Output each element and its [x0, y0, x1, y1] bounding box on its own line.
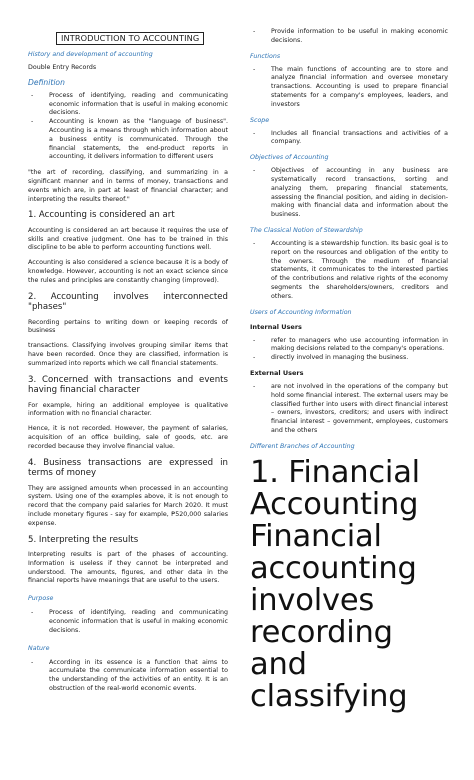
nature-list [28, 659, 228, 694]
objectives-list [250, 167, 448, 220]
heading-business: 4. Business transactions are expressed in terms of money [28, 457, 228, 479]
scope-heading: Scope [250, 116, 270, 124]
paragraph-science: Accounting is also considered a science because it is a body of knowledge. However, accounting is not an exact science since the rules and principles are constantly changing (improved). [28, 259, 228, 284]
history-heading: History and development of accounting [28, 51, 153, 58]
heading-phases: 2. Accounting involves interconnected "phases" [28, 291, 228, 313]
functions-list [250, 66, 448, 110]
financial-accounting-heading: 1. Financial Accounting Financial accounting involves recording and classifying [250, 454, 420, 714]
heading-art: 1. Accounting is considered an art [28, 210, 175, 221]
paragraph-interpreting: Interpreting results is part of the phases of accounting. Information is useless if they cannot be interpreted and understood. The amounts, figures, and other data in the financial reports have meanings that are useful to the users. [28, 551, 228, 585]
paragraph-recording: Recording pertains to writing down or keeping records of business [28, 318, 228, 335]
objectives-heading: Objectives of Accounting [250, 154, 329, 162]
heading-interpreting: 5. Interpreting the results [28, 534, 139, 545]
paragraph-art: Accounting is considered an art because it requires the use of skills and creative judgment. One has to be trained in this discipline to be able to perform accounting functions well. [28, 226, 228, 252]
external-users-list [250, 383, 448, 436]
nature-heading: Nature [28, 644, 50, 652]
top-list [250, 28, 448, 46]
right-column [250, 28, 448, 713]
paragraph-transactions: transactions. Classifying involves grouping similar items that have been recorded. Once they are classified, information is summarized into reports which we call financial statements. [28, 342, 228, 367]
list-item: - Process of identifying, reading and communicating economic information that is useful in making economic decisions. [31, 609, 228, 634]
internal-users-list [250, 337, 448, 363]
left-column [28, 26, 228, 694]
list-item: - Provide information to be useful in making economic decisions. [253, 28, 448, 44]
definition-quote: "the art of recording, classifying, and summarizing in a significant manner and in terms of money, transactions and events which are, in part at least of financial character; and interpreting the results thereof." [28, 169, 228, 203]
heading-concerned: 3. Concerned with transactions and events having financial character [28, 374, 228, 396]
document-title: INTRODUCTION TO ACCOUNTING [56, 32, 204, 45]
list-item: - Accounting is known as the "language of business". Accounting is a means through which information about a business entity is communicated. Through the financial statements, the end-product reports in accounting, it delivers information to different users [31, 118, 228, 161]
purpose-heading: Purpose [28, 595, 54, 603]
definition-heading: Definition [28, 77, 65, 87]
list-item: - Accounting is a stewardship function. Its basic goal is to report on the resources and obligation of the entity to the owners. Through the medium of financial statements, it communicates to the interested parties of the contributions and relative rights of the economy segments the shareholders/owners, creditors and others. [253, 239, 448, 300]
list-item: - Includes all financial transactions and activities of a company. [253, 129, 448, 146]
purpose-list [28, 609, 228, 635]
stewardship-list [250, 240, 448, 302]
stewardship-heading: The Classical Notion of Stewardship [250, 226, 363, 234]
list-item: - refer to managers who use accounting information in making decisions related to the company's operations. [253, 336, 448, 353]
list-item: - are not involved in the operations of the company but hold some financial interest. The external users may be classified further into users with direct financial interest – owners, investors, creditors; and users with indirect financial interest – government, employees, customers and the others [253, 382, 448, 434]
definition-list [28, 92, 228, 162]
branches-heading: Different Branches of Accounting [250, 442, 355, 450]
paragraph-hiring: For example, hiring an additional employee is qualitative information with no financial character. [28, 401, 228, 418]
scope-list [250, 130, 448, 148]
functions-heading: Functions [250, 52, 281, 60]
paragraph-hence: Hence, it is not recorded. However, the payment of salaries, acquisition of an office building, sale of goods, etc. are recorded because they involve financial value. [28, 425, 228, 450]
internal-users-heading: Internal Users [250, 322, 302, 331]
list-item: - Process of identifying, reading and communicating economic information that is useful in making economic decisions. [31, 91, 228, 117]
double-entry-label: Double Entry Records [28, 64, 97, 71]
list-item: - directly involved in managing the business. [253, 354, 409, 362]
paragraph-assigned: They are assigned amounts when processed in an accounting system. Using one of the examples above, it is not enough to record that the company paid salaries for March 2020. It must include monetary figures - say for example, ₱520,000 salaries expense. [28, 484, 228, 527]
list-item: - According in its essence is a function that aims to accumulate the communicate information essential to the understanding of the activities of an entity. It is an obstruction of the real-world economic events. [31, 658, 228, 693]
list-item: - The main functions of accounting are to store and analyze financial information and oversee monetary transactions. Accounting is used to prepare financial statements for a company's employees, leaders, and investors [253, 65, 448, 108]
list-item: - Objectives of accounting in any business are systematically record transactions, sorting and analyzing them, preparing financial statements, assessing the financial position, and aiding in decision-making with financial data and information about the business. [253, 167, 448, 219]
users-heading: Users of Accounting Information [250, 308, 352, 316]
external-users-heading: External Users [250, 368, 304, 377]
